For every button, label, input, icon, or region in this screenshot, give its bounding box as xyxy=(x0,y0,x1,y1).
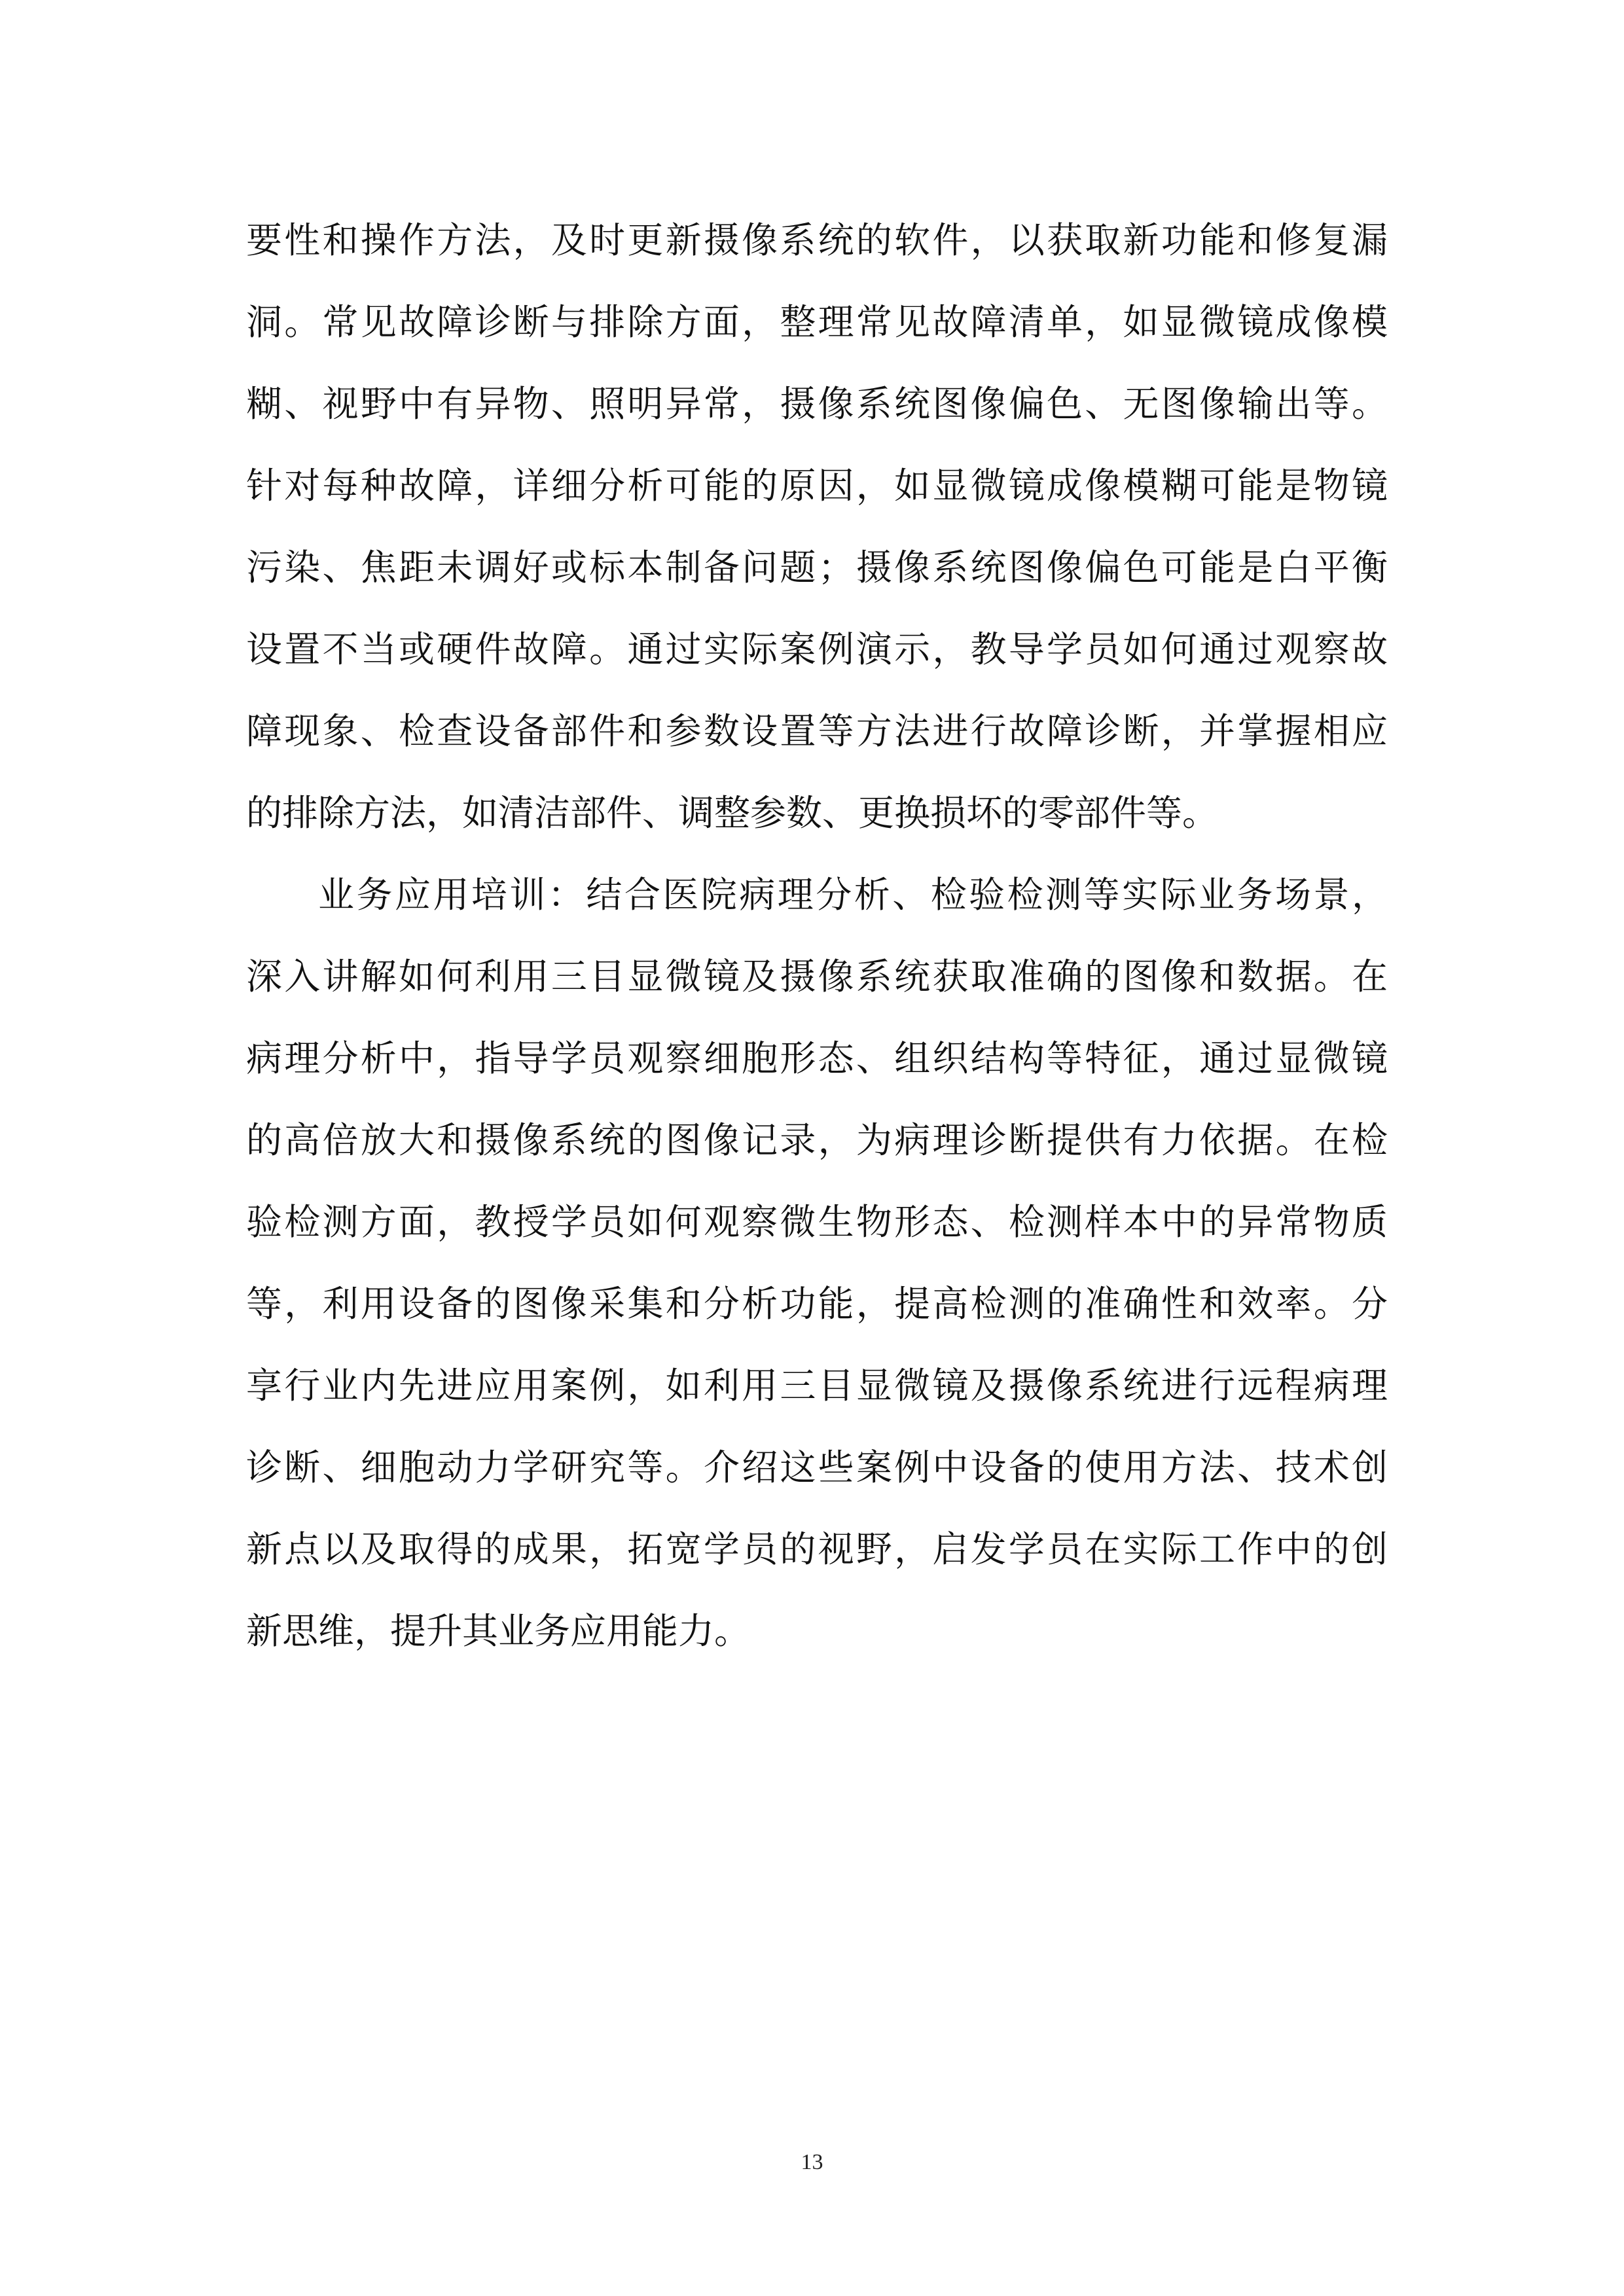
paragraph-1-line-7: 障现象、检查设备部件和参数设置等方法进行故障诊断，并掌握相应 xyxy=(246,710,1388,752)
paragraph-1-line-8: 的排除方法，如清洁部件、调整参数、更换损坏的零部件等。 xyxy=(246,792,1219,834)
paragraph-2-line-9: 新点以及取得的成果，拓宽学员的视野，启发学员在实际工作中的创 xyxy=(246,1528,1388,1570)
page-number: 13 xyxy=(801,2150,823,2174)
body-text xyxy=(246,200,1388,1672)
paragraph-1-line-1: 要性和操作方法，及时更新摄像系统的软件，以获取新功能和修复漏 xyxy=(246,219,1388,261)
paragraph-1-line-4: 针对每种故障，详细分析可能的原因，如显微镜成像模糊可能是物镜 xyxy=(246,465,1388,507)
paragraph-2-line-6: 等，利用设备的图像采集和分析功能，提高检测的准确性和效率。分 xyxy=(246,1283,1388,1325)
paragraph-1-line-3: 糊、视野中有异物、照明异常，摄像系统图像偏色、无图像输出等。 xyxy=(246,383,1388,425)
paragraph-2-line-2: 深入讲解如何利用三目显微镜及摄像系统获取准确的图像和数据。在 xyxy=(246,956,1388,997)
paragraph-2-line-5: 验检测方面，教授学员如何观察微生物形态、检测样本中的异常物质 xyxy=(246,1201,1388,1243)
paragraph-2-line-3: 病理分析中，指导学员观察细胞形态、组织结构等特征，通过显微镜 xyxy=(246,1037,1388,1079)
paragraph-1-line-5: 污染、焦距未调好或标本制备问题；摄像系统图像偏色可能是白平衡 xyxy=(246,547,1388,588)
paragraph-2-line-4: 的高倍放大和摄像系统的图像记录，为病理诊断提供有力依据。在检 xyxy=(246,1119,1388,1161)
paragraph-2-line-8: 诊断、细胞动力学研究等。介绍这些案例中设备的使用方法、技术创 xyxy=(246,1446,1388,1488)
paragraph-1-line-2: 洞。常见故障诊断与排除方面，整理常见故障清单，如显微镜成像模 xyxy=(246,301,1388,343)
paragraph-2-line-7: 享行业内先进应用案例，如利用三目显微镜及摄像系统进行远程病理 xyxy=(246,1365,1388,1407)
paragraph-1-line-6: 设置不当或硬件故障。通过实际案例演示，教导学员如何通过观察故 xyxy=(246,628,1388,670)
paragraph-2-line-10: 新思维，提升其业务应用能力。 xyxy=(246,1610,751,1652)
paragraph-2-line-1: 业务应用培训：结合医院病理分析、检验检测等实际业务场景， xyxy=(318,874,1388,916)
